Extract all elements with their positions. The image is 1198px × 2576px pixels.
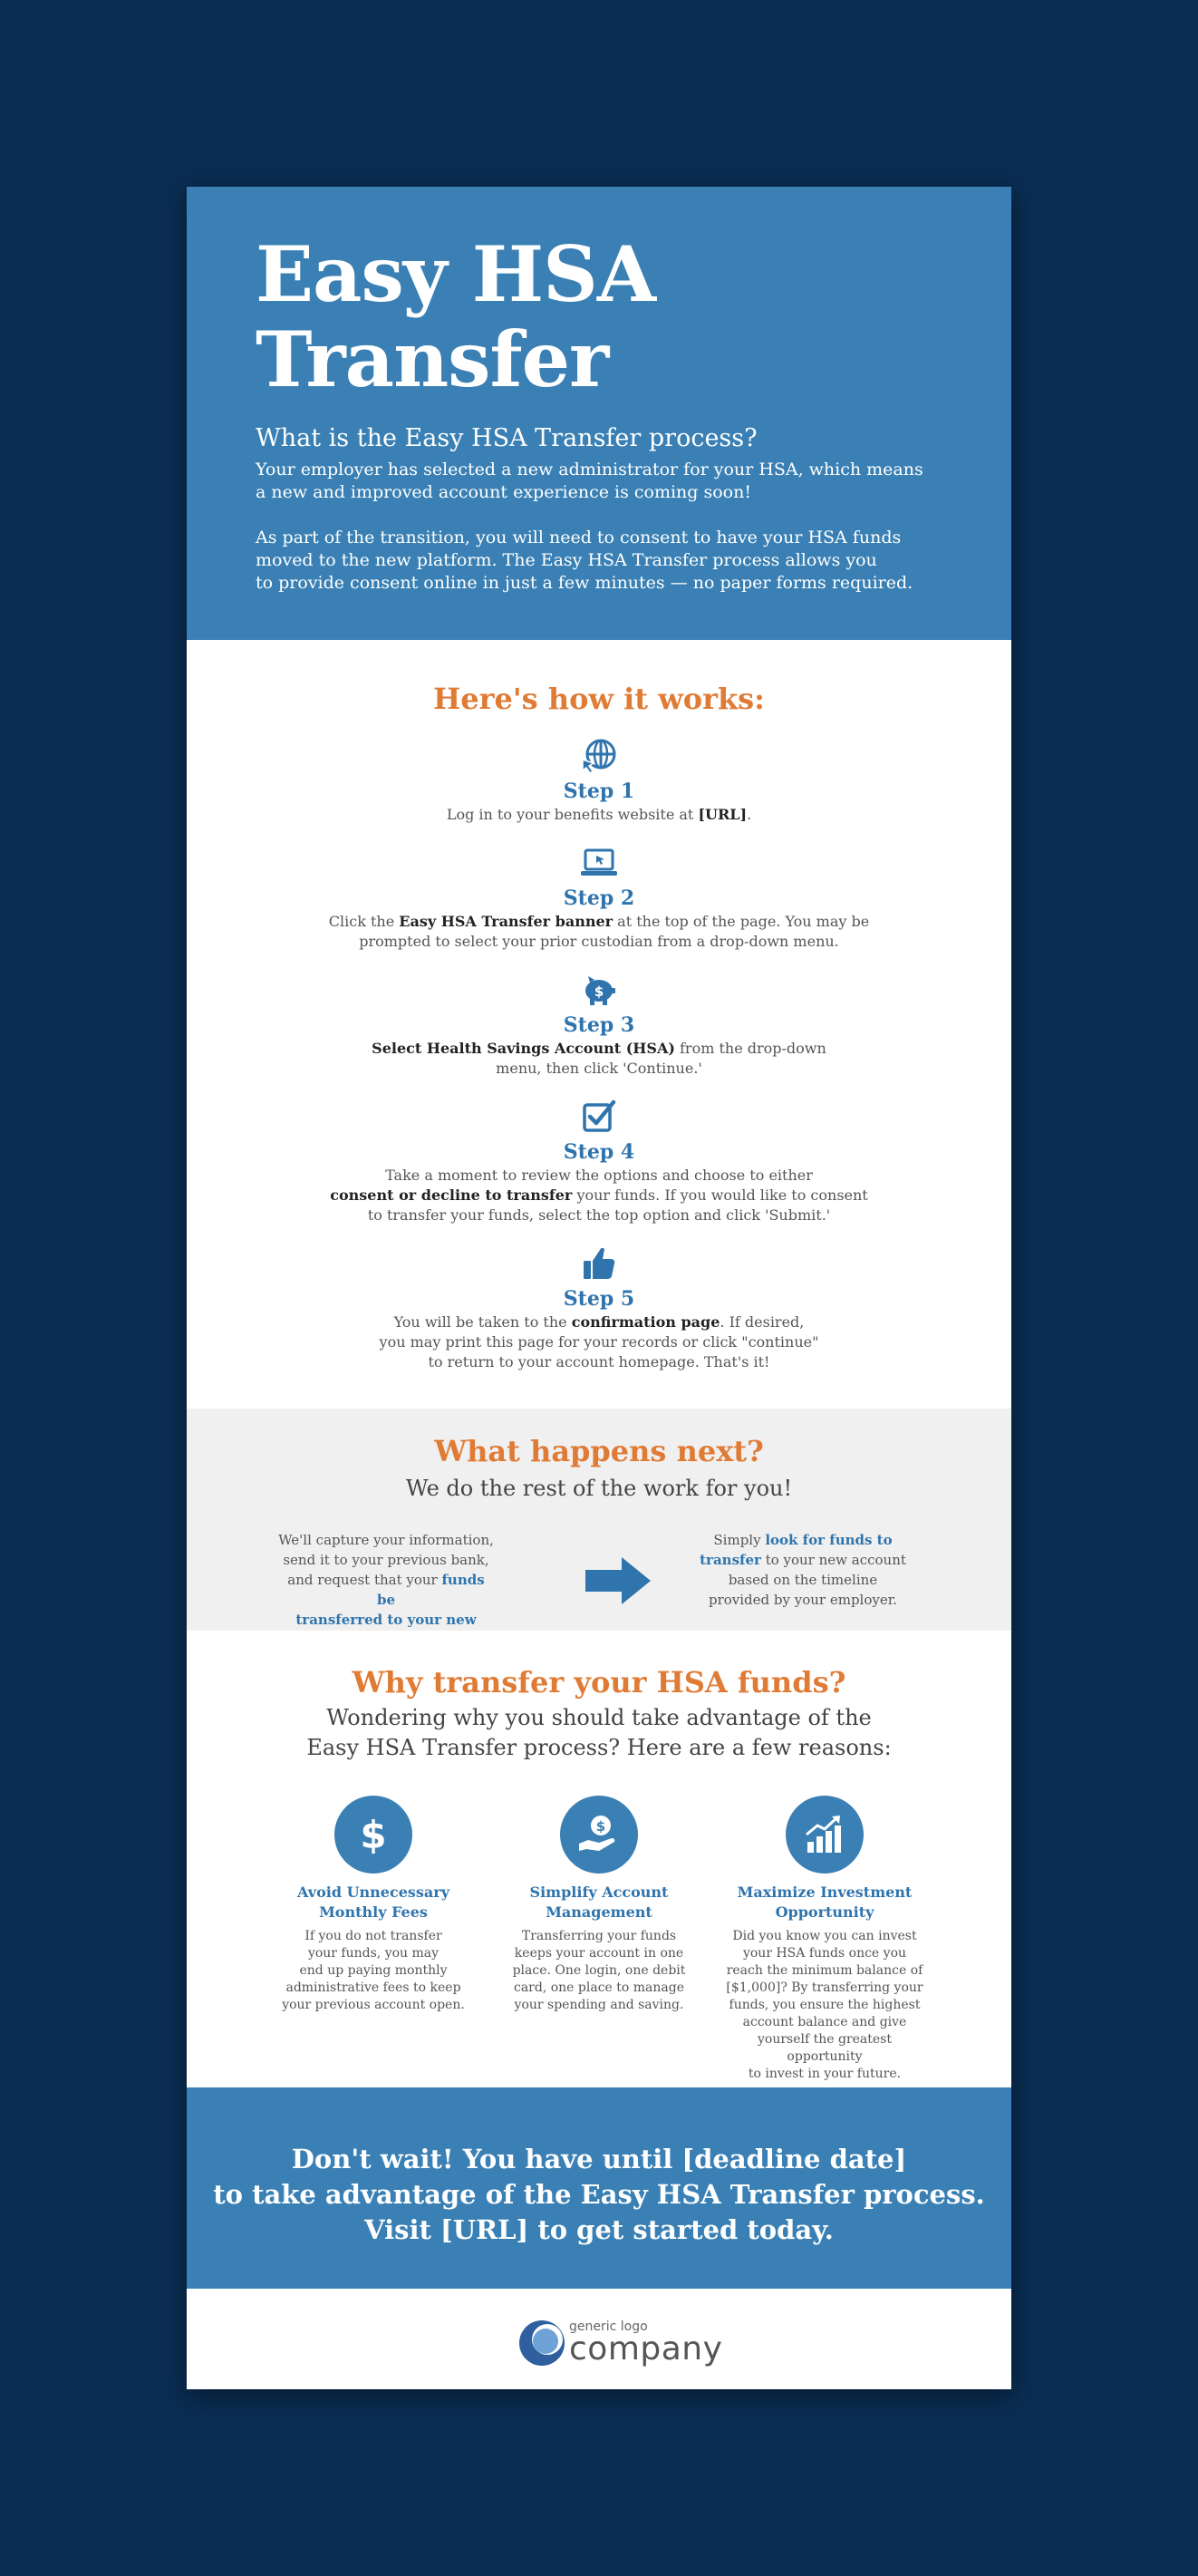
reason-maximize bbox=[720, 1796, 929, 2083]
step-5-title: Step 5 bbox=[563, 1287, 635, 1311]
what-happens-next-section bbox=[187, 1409, 1011, 1631]
step-1 bbox=[187, 736, 1011, 825]
company-logo bbox=[518, 2316, 723, 2370]
hero-section bbox=[187, 187, 1011, 640]
how-it-works-section bbox=[187, 640, 1011, 1415]
why-heading: Why transfer your HSA funds? bbox=[352, 1665, 846, 1700]
title-line-2: Transfer bbox=[256, 315, 609, 404]
next-right-text: Simply look for funds to transfer to your new account based on the timeline provided by your employer. bbox=[700, 1532, 906, 1608]
call-to-action-banner bbox=[187, 2087, 1011, 2289]
why-subheading: Wondering why you should take advantage of the Easy HSA Transfer process? Here are a few reasons: bbox=[306, 1705, 892, 1760]
reason-2-text: Transferring your funds keeps your account in one place. One login, one debit card, one place to manage your spending and saving. bbox=[512, 1929, 686, 2012]
why-transfer-section bbox=[187, 1631, 1011, 2081]
checkbox-icon bbox=[579, 1097, 619, 1137]
step-1-title: Step 1 bbox=[563, 780, 635, 803]
hero-paragraph-1: Your employer has selected a new administrator for your HSA, which means a new and improved account experience is coming soon! bbox=[256, 460, 923, 502]
svg-text:$: $ bbox=[360, 1813, 387, 1857]
step-5 bbox=[187, 1244, 1011, 1372]
step-4-title: Step 4 bbox=[563, 1140, 635, 1164]
svg-text:$: $ bbox=[595, 1818, 606, 1835]
logo-mark-icon bbox=[518, 2319, 565, 2367]
hero-paragraph-2: As part of the transition, you will need to consent to have your HSA funds moved to the new platform. The Easy HSA Transfer process allows you to provide consent online in just a few minutes — no paper forms required. bbox=[256, 528, 913, 593]
thumbs-up-icon bbox=[579, 1244, 619, 1283]
page-title bbox=[256, 229, 655, 404]
how-heading: Here's how it works: bbox=[433, 682, 765, 716]
step-3-title: Step 3 bbox=[563, 1013, 635, 1037]
step-2-title: Step 2 bbox=[563, 886, 635, 910]
step-5-text: You will be taken to the confirmation page. If desired, you may print this page for your records or click "continue" to return to your account homepage. That's it! bbox=[379, 1313, 819, 1370]
growth-chart-icon bbox=[801, 1811, 848, 1858]
title-line-1: Easy HSA bbox=[256, 229, 655, 319]
step-2 bbox=[187, 843, 1011, 952]
next-left-text: We'll capture your information, send it to your previous bank, and request that your funds be transferred to your new bbox=[278, 1532, 494, 1628]
step-2-text: Click the Easy HSA Transfer banner at the top of the page. You may be prompted to select your prior custodian from a drop-down menu. bbox=[328, 913, 870, 950]
reason-1-icon-circle bbox=[334, 1796, 412, 1874]
arrow-right-icon bbox=[585, 1555, 651, 1606]
reason-simplify bbox=[495, 1796, 703, 2014]
reason-3-title: Maximize Investment Opportunity bbox=[737, 1884, 913, 1921]
infographic-card bbox=[187, 187, 1011, 2389]
reason-3-icon-circle bbox=[786, 1796, 864, 1874]
hand-coin-icon bbox=[575, 1811, 623, 1858]
cta-text: Don't wait! You have until [deadline date] to take advantage of the Easy HSA Transfer process. Visit [URL] to get started today. bbox=[213, 2144, 985, 2245]
globe-cursor-icon bbox=[579, 736, 619, 776]
reason-1-text: If you do not transfer your funds, you may end up paying monthly administrative fees to keep your previous account open. bbox=[282, 1929, 465, 2012]
step-4 bbox=[187, 1097, 1011, 1225]
step-3 bbox=[187, 970, 1011, 1079]
step-3-text: Select Health Savings Account (HSA) from the drop-down menu, then click 'Continue.' bbox=[372, 1040, 826, 1077]
piggy-bank-icon bbox=[579, 970, 619, 1010]
hero-subtitle: What is the Easy HSA Transfer process? bbox=[256, 424, 758, 452]
laptop-icon bbox=[579, 843, 619, 883]
next-subheading: We do the rest of the work for you! bbox=[405, 1476, 793, 1501]
reason-2-title: Simplify Account Management bbox=[529, 1884, 669, 1921]
step-4-text: Take a moment to review the options and choose to either consent or decline to transfer your funds. If you would like to consent to transfer your funds, select the top option and click 'Submit.' bbox=[330, 1167, 868, 1224]
dollar-sign-icon bbox=[351, 1812, 396, 1857]
reason-2-icon-circle bbox=[560, 1796, 638, 1874]
logo-tagline: generic logo bbox=[569, 2319, 648, 2334]
next-heading: What happens next? bbox=[434, 1434, 764, 1468]
step-1-text: Log in to your benefits website at [URL]. bbox=[446, 806, 752, 823]
reason-3-text: Did you know you can invest your HSA funds once you reach the minimum balance of [$1,000]? By transferring your funds, you ensure the highest account balance and give yourself the greatest opportunity to invest in your future. bbox=[726, 1929, 923, 2081]
svg-text:$: $ bbox=[594, 983, 604, 1000]
logo-wordmark: company bbox=[569, 2330, 723, 2368]
footer bbox=[187, 2289, 1011, 2389]
reason-1-title: Avoid Unnecessary Monthly Fees bbox=[297, 1884, 449, 1921]
reason-avoid-fees bbox=[269, 1796, 478, 2014]
